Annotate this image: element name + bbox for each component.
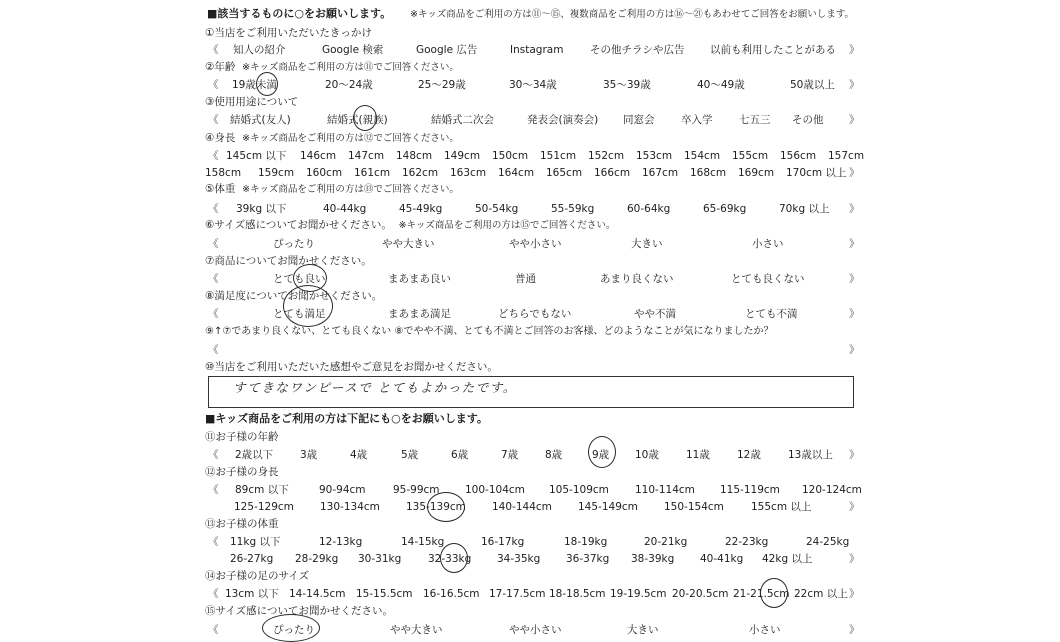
q3-option[interactable]: 同窓会 [623,114,655,126]
q13-option[interactable]: 11kg 以下 [230,536,281,548]
q14-option[interactable]: 21-21.5cm [733,588,790,600]
q13-option[interactable]: 36-37kg [566,553,610,565]
q5-option[interactable]: 45-49kg [399,203,443,215]
q4-option[interactable]: 161cm [354,167,391,179]
q15-option[interactable]: やや小さい [509,624,562,636]
selection-circle [262,614,320,642]
q11-option[interactable]: 8歳 [545,449,563,461]
q11-option[interactable]: 12歳 [737,449,761,461]
q4-label: ④身長 ※キッズ商品をご利用の方は⑫でご回答ください。 [205,132,459,144]
open-bracket: 《 [208,114,219,126]
open-bracket: 《 [208,624,219,636]
q7-option[interactable]: あまり良くない [600,273,674,285]
open-bracket: 《 [208,238,219,250]
q8-option[interactable]: どちらでもない [498,308,572,320]
q4-option[interactable]: 168cm [690,167,727,179]
q3-option[interactable]: 結婚式(親族) [327,114,388,126]
q13-label: ⑬お子様の体重 [205,518,279,530]
q13-option[interactable]: 32-33kg [428,553,472,565]
q1-option[interactable]: Instagram [510,44,564,56]
q15-option[interactable]: 小さい [749,624,781,636]
close-bracket: 》 [849,588,860,600]
section-header: ■該当するものに○をお願いします。 [207,7,392,20]
q4-option[interactable]: 165cm [546,167,583,179]
q7-option[interactable]: まあまあ良い [388,273,451,285]
close-bracket: 》 [849,624,860,636]
q4-option[interactable]: 147cm [348,150,385,162]
kids-section-header: ■キッズ商品をご利用の方は下記にも○をお願いします。 [205,412,488,425]
q1-option[interactable]: Google 検索 [322,44,384,56]
q11-option[interactable]: 6歳 [451,449,469,461]
q2-label: ②年齢 ※キッズ商品をご利用の方は⑪でご回答ください。 [205,61,459,73]
q4-option[interactable]: 163cm [450,167,487,179]
open-bracket: 《 [208,44,219,56]
q5-option[interactable]: 50-54kg [475,203,519,215]
q12-option[interactable]: 90-94cm [319,484,366,496]
q12-option[interactable]: 135-139cm [406,501,466,513]
q12-option[interactable]: 130-134cm [320,501,380,513]
q15-option[interactable]: 大きい [627,624,659,636]
q12-option[interactable]: 155cm 以上 [751,501,812,513]
q15-option[interactable]: やや大きい [390,624,443,636]
q13-option[interactable]: 40-41kg [700,553,744,565]
q12-option[interactable]: 105-109cm [549,484,609,496]
q7-option[interactable]: とても良くない [731,273,805,285]
q5-option[interactable]: 65-69kg [703,203,747,215]
q14-option[interactable]: 17-17.5cm [489,588,546,600]
q1-option[interactable]: 知人の紹介 [233,44,286,56]
q13-option[interactable]: 26-27kg [230,553,274,565]
q6-option[interactable]: やや大きい [382,238,435,250]
close-bracket: 》 [849,238,860,250]
open-bracket: 《 [208,203,219,215]
open-bracket: 《 [208,273,219,285]
q5-label: ⑤体重 ※キッズ商品をご利用の方は⑬でご回答ください。 [205,183,459,195]
q2-option[interactable]: 19歳未満 [232,79,277,91]
header-note: ※キッズ商品をご利用の方は⑪〜⑮、複数商品をご利用の方は⑯〜㉑もあわせてご回答をお願いします。 [410,9,855,20]
q11-option[interactable]: 7歳 [501,449,519,461]
open-bracket: 《 [208,344,219,356]
q1-option[interactable]: その他チラシや広告 [590,44,685,56]
q5-option[interactable]: 60-64kg [627,203,671,215]
q4-option[interactable]: 158cm [205,167,242,179]
close-bracket: 》 [849,79,860,91]
q13-option[interactable]: 28-29kg [295,553,339,565]
q5-note: ※キッズ商品をご利用の方は⑬でご回答ください。 [242,184,459,195]
q5-option[interactable]: 55-59kg [551,203,595,215]
q8-option[interactable]: まあまあ満足 [388,308,451,320]
close-bracket: 》 [849,501,860,513]
q4-option[interactable]: 152cm [588,150,625,162]
q13-option[interactable]: 34-35kg [497,553,541,565]
q2-option[interactable]: 50歳以上 [790,79,835,91]
q4-option[interactable]: 148cm [396,150,433,162]
q13-option[interactable]: 20-21kg [644,536,688,548]
q2-option[interactable]: 30〜34歳 [509,79,557,91]
q4-option[interactable]: 157cm [828,150,865,162]
q10-label: ⑩当店をご利用いただいた感想やご意見をお聞かせください。 [205,361,498,373]
q4-option[interactable]: 150cm [492,150,529,162]
q5-option[interactable]: 39kg 以下 [236,203,287,215]
q2-option[interactable]: 35〜39歳 [603,79,651,91]
q7-option[interactable]: 普通 [515,273,536,285]
q4-option[interactable]: 146cm [300,150,337,162]
q3-option[interactable]: 発表会(演奏会) [527,114,599,126]
q13-option[interactable]: 12-13kg [319,536,363,548]
q4-option[interactable]: 170cm 以上 [786,167,847,179]
q12-option[interactable]: 95-99cm [393,484,440,496]
open-bracket: 《 [208,308,219,320]
q11-option[interactable]: 10歳 [635,449,659,461]
selection-circle [440,543,468,573]
q12-option[interactable]: 110-114cm [635,484,695,496]
q13-option[interactable]: 22-23kg [725,536,769,548]
q4-option[interactable]: 162cm [402,167,439,179]
q11-option[interactable]: 2歳以下 [235,449,274,461]
q11-option[interactable]: 5歳 [401,449,419,461]
q3-option[interactable]: 結婚式(友人) [230,114,291,126]
q4-option[interactable]: 160cm [306,167,343,179]
open-bracket: 《 [208,484,219,496]
close-bracket: 》 [849,344,860,356]
q4-option[interactable]: 151cm [540,150,577,162]
selection-circle [427,492,465,522]
q13-option[interactable]: 14-15kg [401,536,445,548]
q14-option[interactable]: 14-14.5cm [289,588,346,600]
q4-option[interactable]: 155cm [732,150,769,162]
selection-circle [353,105,377,131]
close-bracket: 》 [849,167,860,179]
close-bracket: 》 [849,273,860,285]
selection-circle [760,578,788,608]
q7-label: ⑦商品についてお聞かせください。 [205,255,372,267]
q13-option[interactable]: 42kg 以上 [762,553,813,565]
q8-option[interactable]: とても満足 [273,308,326,320]
q11-option[interactable]: 3歳 [300,449,318,461]
q8-option[interactable]: とても不満 [745,308,798,320]
open-bracket: 《 [208,150,219,162]
close-bracket: 》 [849,308,860,320]
q4-option[interactable]: 149cm [444,150,481,162]
q7-option[interactable]: とても良い [273,273,326,285]
selection-circle [283,285,333,327]
q13-option[interactable]: 38-39kg [631,553,675,565]
q12-option[interactable]: 120-124cm [802,484,862,496]
q11-option[interactable]: 11歳 [686,449,710,461]
q12-option[interactable]: 140-144cm [492,501,552,513]
q14-option[interactable]: 19-19.5cm [610,588,667,600]
open-bracket: 《 [208,449,219,461]
q12-option[interactable]: 115-119cm [720,484,780,496]
q13-option[interactable]: 18-19kg [564,536,608,548]
q15-label: ⑮サイズ感についてお聞かせください。 [205,605,393,617]
q2-option[interactable]: 20〜24歳 [325,79,373,91]
q14-label: ⑭お子様の足のサイズ [205,570,310,582]
q11-option[interactable]: 9歳 [592,449,610,461]
open-bracket: 《 [208,79,219,91]
q8-label: ⑧満足度についてお聞かせください。 [205,290,383,302]
q4-option[interactable]: 154cm [684,150,721,162]
q3-option[interactable]: その他 [792,114,824,126]
q12-option[interactable]: 125-129cm [234,501,294,513]
q4-option[interactable]: 145cm 以下 [226,150,287,162]
q6-label: ⑥サイズ感についてお聞かせください。 ※キッズ商品をご利用の方は⑮でご回答ください。 [205,219,616,231]
q4-option[interactable]: 167cm [642,167,679,179]
q6-option[interactable]: 大きい [631,238,663,250]
q1-label: ①当店をご利用いただいたきっかけ [205,27,372,39]
q1-option[interactable]: 以前も利用したことがある [710,44,836,56]
q11-option[interactable]: 13歳以上 [788,449,833,461]
close-bracket: 》 [849,553,860,565]
q14-option[interactable]: 22cm 以上 [794,588,848,600]
q5-option[interactable]: 70kg 以上 [779,203,830,215]
q12-label: ⑫お子様の身長 [205,466,279,478]
q2-option[interactable]: 40〜49歳 [697,79,745,91]
close-bracket: 》 [849,114,860,126]
q14-option[interactable]: 16-16.5cm [423,588,480,600]
q12-option[interactable]: 100-104cm [465,484,525,496]
close-bracket: 》 [849,203,860,215]
q4-note: ※キッズ商品をご利用の方は⑫でご回答ください。 [242,133,459,144]
q8-option[interactable]: やや不満 [634,308,676,320]
q14-option[interactable]: 20-20.5cm [672,588,729,600]
q14-option[interactable]: 13cm 以下 [225,588,279,600]
q6-option[interactable]: 小さい [752,238,784,250]
close-bracket: 》 [849,449,860,461]
q3-option[interactable]: 卒入学 [681,114,713,126]
q14-option[interactable]: 18-18.5cm [549,588,606,600]
q4-option[interactable]: 164cm [498,167,535,179]
q3-option[interactable]: 七五三 [739,114,771,126]
q6-note: ※キッズ商品をご利用の方は⑮でご回答ください。 [398,220,616,231]
q6-option[interactable]: やや小さい [509,238,562,250]
q2-option[interactable]: 25〜29歳 [418,79,466,91]
q4-option[interactable]: 169cm [738,167,775,179]
q14-option[interactable]: 15-15.5cm [356,588,413,600]
selection-circle [256,72,278,96]
q13-option[interactable]: 30-31kg [358,553,402,565]
selection-circle [588,436,616,468]
q13-option[interactable]: 24-25kg [806,536,850,548]
q11-option[interactable]: 4歳 [350,449,368,461]
q5-option[interactable]: 40-44kg [323,203,367,215]
q6-option[interactable]: ぴったり [273,238,315,250]
q10-handwritten-answer: すてきなワンピースで とてもよかったです。 [233,380,517,395]
q13-option[interactable]: 16-17kg [481,536,525,548]
q3-label: ③使用用途について [205,96,299,108]
q4-option[interactable]: 166cm [594,167,631,179]
q1-option[interactable]: Google 広告 [416,44,478,56]
q12-option[interactable]: 150-154cm [664,501,724,513]
q12-option[interactable]: 89cm 以下 [235,484,289,496]
q12-option[interactable]: 145-149cm [578,501,638,513]
q9-label: ⑨↑⑦であまり良くない、とても良くない ⑧でやや不満、とても不満とご回答のお客様、どのようなことが気になりましたか？ [205,326,774,337]
q2-note: ※キッズ商品をご利用の方は⑪でご回答ください。 [242,62,459,73]
q4-option[interactable]: 156cm [780,150,817,162]
open-bracket: 《 [208,588,219,600]
q15-option[interactable]: ぴったり [273,624,315,636]
open-bracket: 《 [208,536,219,548]
q10-answer-box[interactable] [208,376,854,408]
q11-label: ⑪お子様の年齢 [205,431,279,443]
q3-option[interactable]: 結婚式二次会 [431,114,494,126]
close-bracket: 》 [849,44,860,56]
q4-option[interactable]: 153cm [636,150,673,162]
q4-option[interactable]: 159cm [258,167,295,179]
